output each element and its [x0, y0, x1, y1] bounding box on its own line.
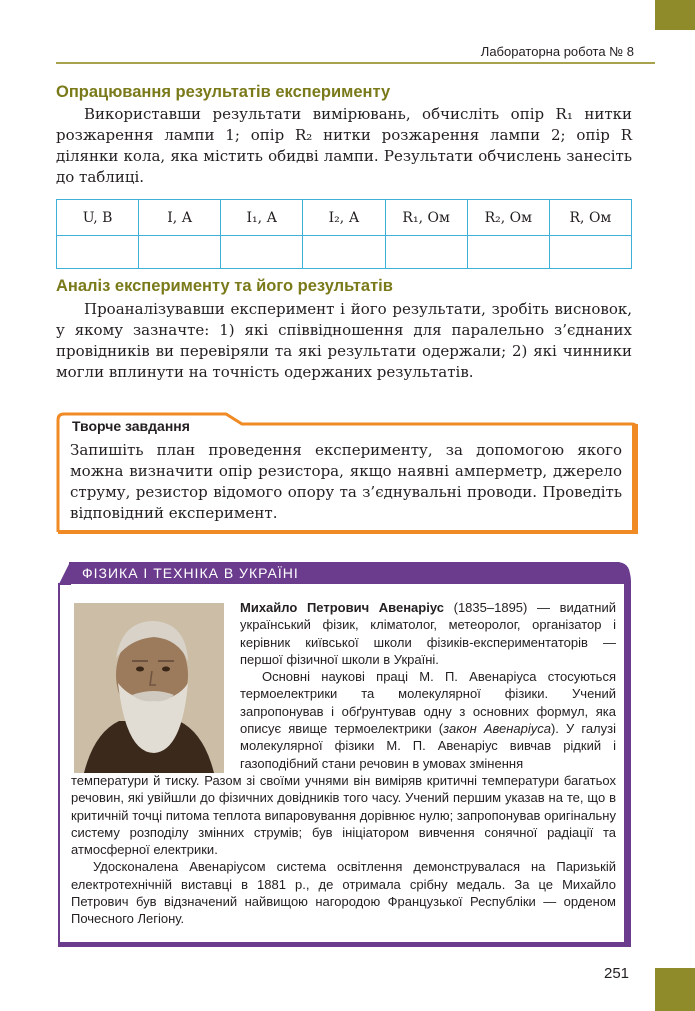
results-value-row [57, 236, 632, 269]
processing-text: Використавши результати вимірювань, обчисліть опір R₁ нитки розжарення лампи 1; опір R₂ нитки розжарення лампи 2; опір R ділянки кола, яка містить обидві лампи. Результати обчислень занесіть до таблиці. [56, 105, 632, 186]
bio-law-name: закон Авенаріуса [443, 721, 551, 737]
page-number: 251 [604, 965, 630, 982]
physics-ukraine-box [56, 562, 632, 948]
creative-text: Запишіть план проведення експерименту, за допомогою якого можна визначити опір резистора, якщо наявні амперметр, джерело струму, резистор відомого опору та з’єднувальні проводи. Проведіть відповідний експеримент. [70, 441, 622, 522]
header-cell-r: R, Ом [549, 200, 631, 236]
analysis-paragraph [56, 299, 632, 383]
running-header: Лабораторна робота № 8 [480, 44, 634, 59]
bio-p3: Удосконалена Авенаріусом система освітлення демонструвалася на Паризькій електротехнічній виставці в 1881 р., де отримала срібну медаль. За це Михайло Петрович був відзначений найвищою нагородою Французької Республіки — орденом Почесного Легіону. [71, 859, 616, 927]
results-header-row [57, 200, 632, 236]
creative-task-box [56, 412, 638, 534]
header-cell-r1: R₁, Ом [385, 200, 467, 236]
header-rule [56, 62, 655, 64]
avenarius-portrait [74, 603, 224, 773]
analysis-title: Аналіз експерименту та його результатів [56, 277, 393, 295]
bio-p2-continued: температури й тиску. Разом зі своїми учнями він виміряв критичні температури багатьох речовин, які увійшли до фізичних довідників того часу. Учений першим указав на те, що в критичній точці питома теплота випаровування дорівнює нулю; запропонував оригінальну систему розподілу змінних струмів; був ініціатором вивчення сонячної радіації та атмосферної електрики. [71, 773, 616, 858]
bio-p2-start: Основні наукові праці М. П. Авенаріуса стосуються термоелектрики та молекулярної фізики. Учений запропонував і обґрунтував одну з основних формул, яка описує явище термоелектрики ( [240, 669, 616, 737]
bio-text-right [240, 599, 616, 772]
scientist-name: Михайло Петрович Авенаріус [240, 600, 444, 615]
header-cell-i1: I₁, А [221, 200, 303, 236]
processing-paragraph [56, 104, 632, 188]
creative-title: Творче завдання [72, 418, 190, 434]
value-cell-r1[interactable] [385, 236, 467, 269]
header-cell-i2: I₂, А [303, 200, 385, 236]
analysis-text: Проаналізувавши експеримент і його результати, зробіть висновок, у якому зазначте: 1) які співвідношення для паралельно з’єднаних провідників ви перевіряли та які результати одержали; 2) які чинники могли вплинути на точність одержаних результатів. [56, 300, 632, 381]
bio-text-full [71, 772, 616, 928]
value-cell-i2[interactable] [303, 236, 385, 269]
value-cell-i[interactable] [139, 236, 221, 269]
bio-intro: (1835–1895) — видатний український фізик, кліматолог, метеоролог, організатор і керівник київської школи фізиків-експериментаторів — першої фізичної школи в Україні. [240, 600, 616, 667]
corner-tab-bottom [655, 968, 695, 1011]
bio-p2-end: ). У галузі молекулярної фізики М. П. Авенаріус вивчав рідкий і газоподібний стани речовин в умовах змінення [240, 721, 616, 771]
value-cell-r[interactable] [549, 236, 631, 269]
value-cell-r2[interactable] [467, 236, 549, 269]
corner-tab-top [655, 0, 695, 30]
value-cell-i1[interactable] [221, 236, 303, 269]
results-table [56, 199, 632, 269]
header-cell-i: I, А [139, 200, 221, 236]
value-cell-u[interactable] [57, 236, 139, 269]
portrait-image [74, 603, 224, 773]
header-cell-u: U, В [57, 200, 139, 236]
ukraine-box-title: ФІЗИКА І ТЕХНІКА В УКРАЇНІ [82, 565, 299, 581]
processing-title: Опрацювання результатів експерименту [56, 83, 391, 101]
header-cell-r2: R₂, Ом [467, 200, 549, 236]
